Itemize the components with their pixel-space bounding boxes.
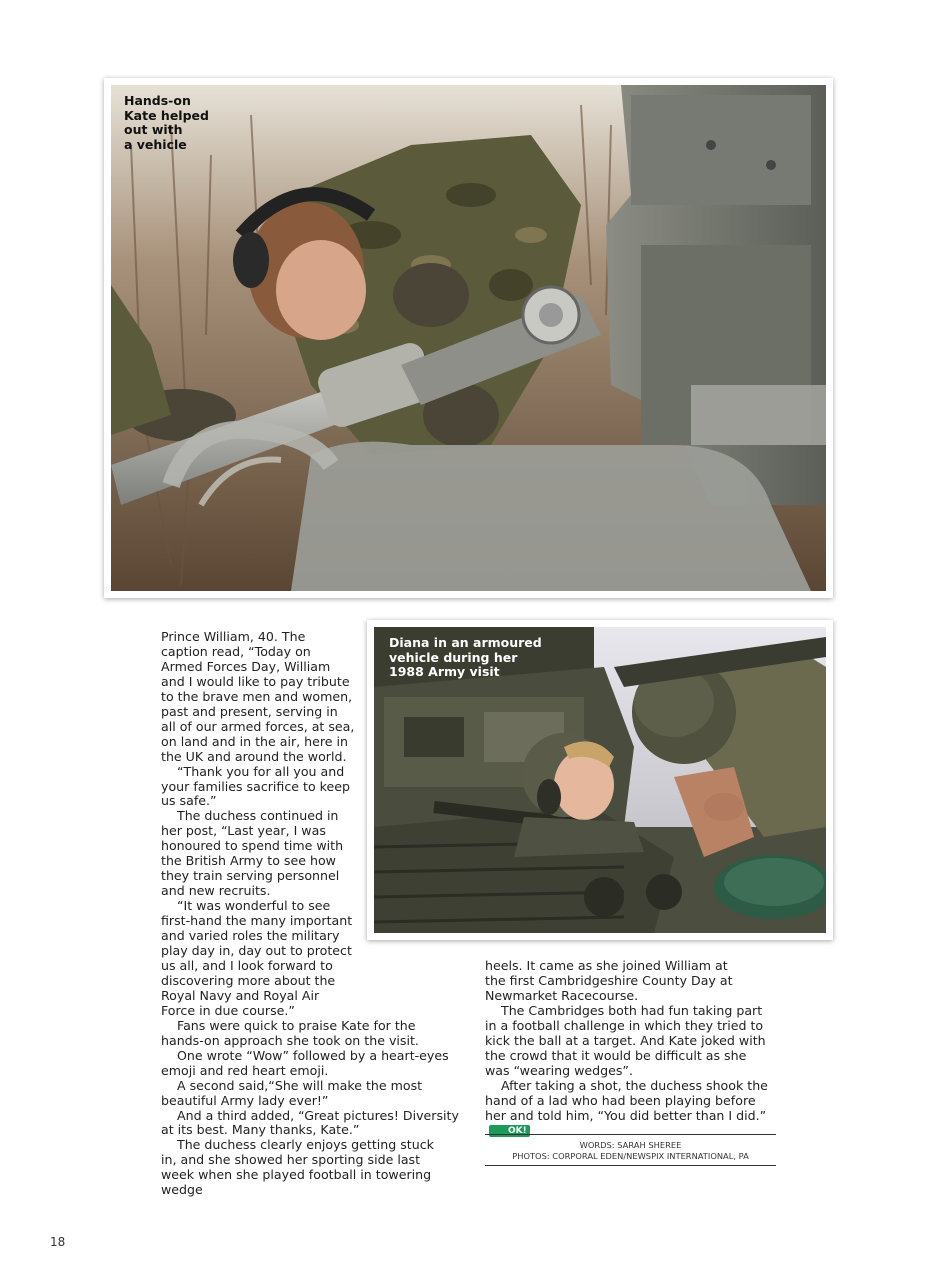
article-right-column xyxy=(485,959,780,1138)
paragraph: And a third added, “Great pictures! Diversity at its best. Many thanks, Kate.” xyxy=(161,1107,459,1138)
top-photo-caption: Hands-on Kate helped out with a vehicle xyxy=(124,93,209,152)
paragraph: A second said,“She will make the most beautiful Army lady ever!” xyxy=(161,1077,423,1108)
paragraph: Fans were quick to praise Kate for the hands-on approach she took on the visit. xyxy=(161,1017,419,1048)
paragraph xyxy=(485,1079,777,1139)
paragraph: “Thank you for all you and your families sacrifice to keep us safe.” xyxy=(161,763,351,809)
paragraph: The duchess clearly enjoys getting stuck in, and she showed her sporting side last week when she played football in towering wedge xyxy=(161,1137,434,1198)
paragraph: The duchess continued in her post, “Last year, I was honoured to spend time with the British Army to see how they train serving personnel and new recruits. xyxy=(161,808,344,899)
paragraph-text: After taking a shot, the duchess shook the hand of a lad who had been playing before her and told him, “You did better than I did.” xyxy=(485,1077,768,1123)
photos-credit: PHOTOS: CORPORAL EDEN/NEWSPIX INTERNATIONAL, PA xyxy=(512,1150,749,1161)
photo-credits xyxy=(485,1134,776,1166)
inset-photo-caption: Diana in an armoured vehicle during her 1988 Army visit xyxy=(389,635,542,680)
top-photo xyxy=(104,78,833,598)
article-left-column xyxy=(161,630,461,1198)
paragraph: One wrote “Wow” followed by a heart-eyes emoji and red heart emoji. xyxy=(161,1047,449,1078)
paragraph: The Cambridges both had fun taking part in a football challenge in which they tried to kick the ball at a target. And Kate joked with the crowd that it would be difficult as she was “wearing wedges”. xyxy=(485,1002,766,1078)
ok-logo-badge: OK! xyxy=(489,1125,530,1137)
paragraph: heels. It came as she joined William at the first Cambridgeshire County Day at Newmarket Racecourse. xyxy=(485,958,733,1003)
paragraph: Prince William, 40. The caption read, “Today on Armed Forces Day, William and I would like to pay tribute to the brave men and women, past and present, serving in all of our armed forces, at sea, on land and in the air, here in the UK and around the world. xyxy=(161,629,355,764)
top-photo-image xyxy=(111,85,826,591)
page-number: 18 xyxy=(50,1235,66,1249)
words-credit: WORDS: SARAH SHEREE xyxy=(579,1140,682,1150)
paragraph: “It was wonderful to see first-hand the many important and varied roles the military play day in, day out to protect us all, and I look forward to discovering more about the Royal Navy and Royal Air Force in due course.” xyxy=(161,898,353,1018)
